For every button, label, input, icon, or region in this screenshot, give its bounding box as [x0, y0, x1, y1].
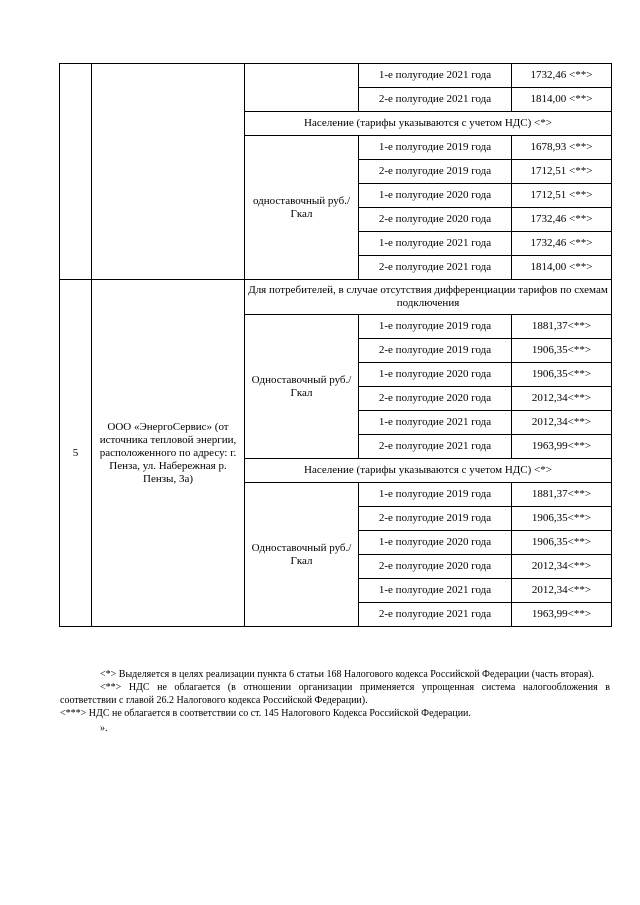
period-cell: 1-е полугодие 2019 года	[359, 136, 512, 160]
tariff-value-cell: 1906,35<**>	[512, 531, 612, 555]
tariff-value-cell: 1678,93 <**>	[512, 136, 612, 160]
organization-cell: ООО «ЭнергоСервис» (от источника тепловой энергии, расположенного по адресу: г. Пенза, ул. Набережная р. Пензы, 3а)	[92, 280, 245, 627]
period-cell: 1-е полугодие 2021 года	[359, 232, 512, 256]
tariff-value-cell: 1906,35<**>	[512, 507, 612, 531]
period-cell: 2-е полугодие 2019 года	[359, 339, 512, 363]
closing-quote-mark: ».	[100, 723, 108, 734]
tariff-value-cell: 1732,46 <**>	[512, 232, 612, 256]
population-header-cell: Население (тарифы указываются с учетом НДС) <*>	[245, 459, 612, 483]
period-cell: 2-е полугодие 2019 года	[359, 160, 512, 184]
period-cell: 2-е полугодие 2021 года	[359, 256, 512, 280]
consumers-header-cell: Для потребителей, в случае отсутствия дифференциации тарифов по схемам подключения	[245, 280, 612, 315]
table-row	[60, 64, 612, 88]
tariff-value-cell: 1906,35<**>	[512, 339, 612, 363]
tariff-value-cell: 1881,37<**>	[512, 483, 612, 507]
period-cell: 1-е полугодие 2020 года	[359, 184, 512, 208]
period-cell: 1-е полугодие 2020 года	[359, 531, 512, 555]
tariff-table	[59, 63, 612, 627]
rate-type-cell: Одноставочный руб./Гкал	[245, 315, 359, 459]
period-cell: 1-е полугодие 2021 года	[359, 579, 512, 603]
tariff-value-cell: 1906,35<**>	[512, 363, 612, 387]
rate-type-cell: Одноставочный руб./Гкал	[245, 483, 359, 627]
cont-organization-cell	[92, 64, 245, 280]
period-cell: 2-е полугодие 2020 года	[359, 208, 512, 232]
tariff-value-cell: 2012,34<**>	[512, 387, 612, 411]
footnotes	[60, 668, 610, 735]
tariff-value-cell: 2012,34<**>	[512, 411, 612, 435]
period-cell: 2-е полугодие 2021 года	[359, 88, 512, 112]
period-cell: 1-е полугодие 2021 года	[359, 64, 512, 88]
tariff-value-cell: 2012,34<**>	[512, 579, 612, 603]
period-cell: 2-е полугодие 2021 года	[359, 435, 512, 459]
tariff-value-cell: 1732,46 <**>	[512, 208, 612, 232]
population-header-cell: Население (тарифы указываются с учетом НДС) <*>	[245, 112, 612, 136]
period-cell: 1-е полугодие 2021 года	[359, 411, 512, 435]
tariff-value-cell: 1712,51 <**>	[512, 160, 612, 184]
row-number-cell: 5	[60, 280, 92, 627]
cont-rate-cell-top	[245, 64, 359, 112]
period-cell: 2-е полугодие 2020 года	[359, 555, 512, 579]
period-cell: 1-е полугодие 2019 года	[359, 315, 512, 339]
tariff-value-cell: 1814,00 <**>	[512, 88, 612, 112]
period-cell: 1-е полугодие 2020 года	[359, 363, 512, 387]
footnote-vat-exempt-simplified: <**> НДС не облагается (в отношении организации применяется упрощенная система налогообложения в соответствии с главой 26.2 Налогового кодекса Российской Федерации).	[60, 682, 610, 706]
tariff-value-cell: 1732,46 <**>	[512, 64, 612, 88]
tariff-value-cell: 1963,99<**>	[512, 603, 612, 627]
rate-type-cell: одноставочный руб./Гкал	[245, 136, 359, 280]
tariff-value-cell: 2012,34<**>	[512, 555, 612, 579]
period-cell: 2-е полугодие 2020 года	[359, 387, 512, 411]
cont-number-cell	[60, 64, 92, 280]
tariff-value-cell: 1712,51 <**>	[512, 184, 612, 208]
period-cell: 1-е полугодие 2019 года	[359, 483, 512, 507]
footnote-vat-exempt-art145: <***> НДС не облагается в соответствии со ст. 145 Налогового Кодекса Российской Федерации.	[60, 708, 471, 719]
table-row	[60, 280, 612, 315]
period-cell: 2-е полугодие 2021 года	[359, 603, 512, 627]
footnote-vat-allocation: <*> Выделяется в целях реализации пункта 6 статьи 168 Налогового кодекса Российской Федерации (часть вторая).	[100, 669, 595, 680]
tariff-value-cell: 1963,99<**>	[512, 435, 612, 459]
tariff-value-cell: 1881,37<**>	[512, 315, 612, 339]
tariff-value-cell: 1814,00 <**>	[512, 256, 612, 280]
period-cell: 2-е полугодие 2019 года	[359, 507, 512, 531]
